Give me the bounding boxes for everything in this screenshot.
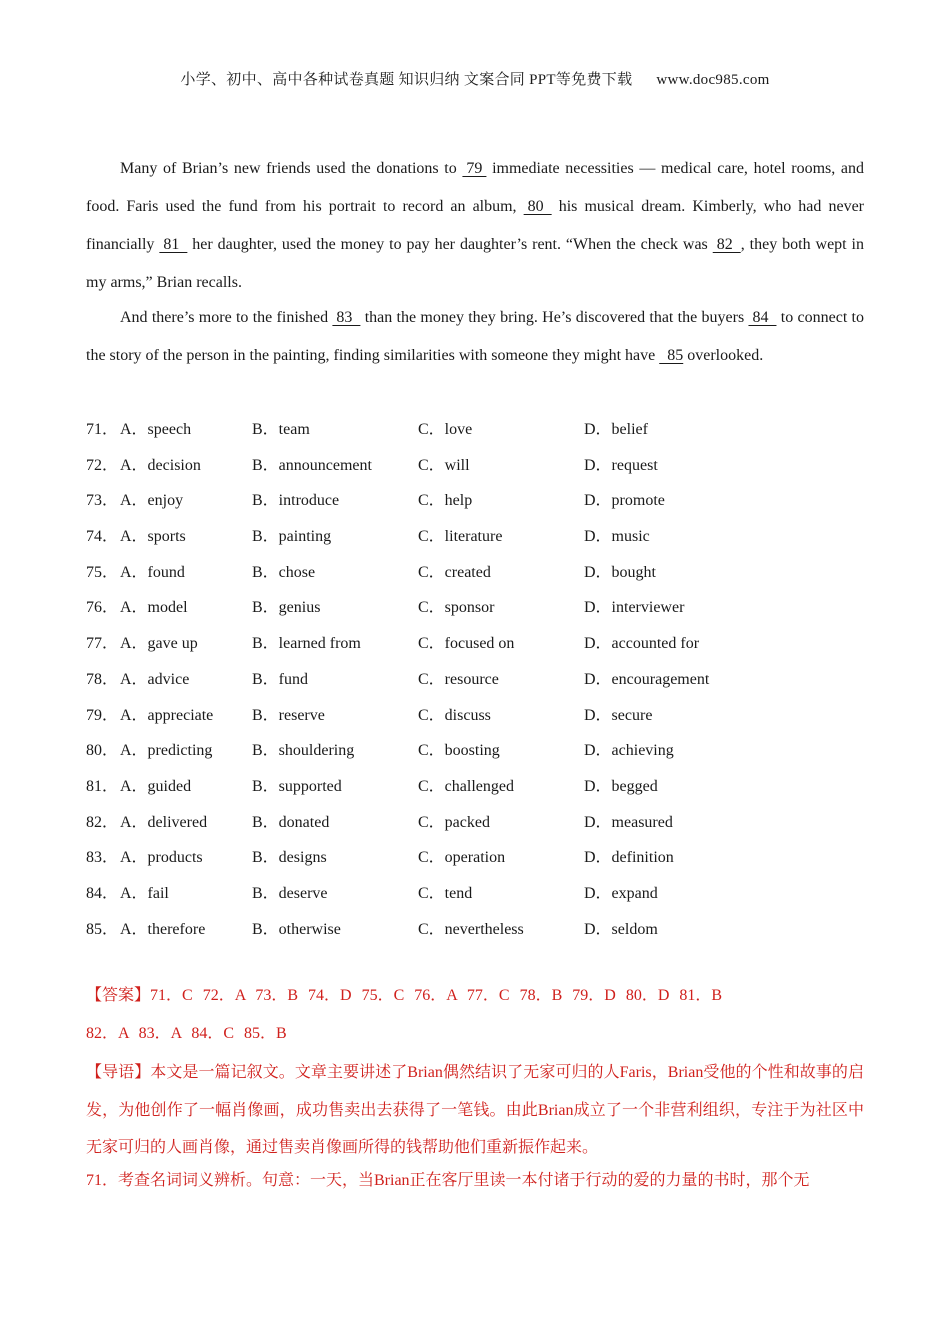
- option-d: D．bought: [584, 563, 657, 581]
- question-number: 79．: [86, 706, 119, 724]
- question-row: [86, 765, 866, 801]
- question-number: 75．: [86, 563, 119, 581]
- option-a: A．gave up: [120, 635, 198, 653]
- option-b: B．introduce: [252, 492, 340, 510]
- blank-83: 83: [332, 309, 361, 326]
- option-b: B．fund: [252, 670, 309, 688]
- question-number: 77．: [86, 635, 119, 653]
- option-c: C．boosting: [418, 742, 500, 760]
- blank-85: 85: [659, 347, 684, 364]
- answer-key: [86, 977, 866, 1053]
- question-row: [86, 444, 866, 480]
- question-row: [86, 836, 866, 872]
- passage-text: , they both wept in my arms,” Brian recalls.: [86, 236, 864, 291]
- question-number: 81．: [86, 777, 119, 795]
- option-d: D．interviewer: [584, 599, 685, 617]
- passage-text: overlooked.: [683, 347, 764, 364]
- question-row: [86, 408, 866, 444]
- option-b: B．chose: [252, 563, 316, 581]
- answer-values: 71．C 72．A 73．B 74．D 75．C 76．A 77．C 78．B 79．D 80．D 81．B: [150, 987, 723, 1004]
- answer-line-2: 82．A 83．A 84．C 85．B: [86, 1025, 287, 1042]
- passage-paragraph-1: [86, 150, 864, 302]
- blank-80: 80: [523, 198, 552, 215]
- passage-text: his musical dream. Kimberly, who had never financially: [86, 198, 865, 253]
- passage: [86, 150, 864, 375]
- page-header: [0, 68, 950, 89]
- question-row: [86, 729, 866, 765]
- option-c: C．discuss: [418, 706, 491, 724]
- question-number: 84．: [86, 884, 119, 902]
- option-a: A．fail: [120, 884, 169, 902]
- option-c: C．love: [418, 421, 473, 438]
- option-b: B．shouldering: [252, 742, 355, 760]
- question-number: 73．: [86, 492, 119, 510]
- question-number: 78．: [86, 670, 119, 688]
- passage-text: to connect to the story of the person in the painting, finding similarities with someone they might have: [86, 309, 864, 364]
- option-c: C．nevertheless: [418, 920, 524, 938]
- option-a: A．found: [120, 563, 185, 581]
- option-a: A．decision: [120, 456, 201, 474]
- option-c: C．resource: [418, 670, 499, 688]
- option-a: A．guided: [120, 777, 192, 795]
- option-c: C．will: [418, 456, 470, 474]
- question-row: [86, 586, 866, 622]
- option-b: B．team: [252, 421, 310, 438]
- question-number: 76．: [86, 599, 119, 617]
- passage-text: And there’s more to the finished: [120, 309, 333, 326]
- question-row: [86, 479, 866, 515]
- option-c: C．packed: [418, 813, 490, 831]
- option-a: A．advice: [120, 670, 190, 688]
- blank-79: 79: [462, 160, 487, 177]
- question-number: 80．: [86, 742, 119, 760]
- question-number: 85．: [86, 920, 119, 938]
- option-a: A．enjoy: [120, 492, 184, 510]
- question-row: [86, 515, 866, 551]
- question-row: [86, 622, 866, 658]
- question-row: [86, 801, 866, 837]
- option-c: C．focused on: [418, 635, 515, 653]
- option-d: D．measured: [584, 813, 673, 831]
- blank-81: 81: [159, 236, 188, 253]
- option-a: A．products: [120, 849, 203, 867]
- header-text: 小学、初中、高中各种试卷真题 知识归纳 文案合同 PPT等免费下载: [180, 72, 633, 88]
- option-c: C．sponsor: [418, 599, 495, 617]
- question-row: [86, 872, 866, 908]
- option-c: C．tend: [418, 884, 473, 902]
- option-d: D．seldom: [584, 920, 658, 938]
- passage-text: her daughter, used the money to pay her daughter’s rent. “When the check was: [187, 236, 713, 253]
- option-d: D．secure: [584, 706, 653, 724]
- blank-82: 82: [712, 236, 741, 253]
- answer-label: 【答案】: [86, 987, 151, 1004]
- option-a: A．appreciate: [120, 706, 214, 724]
- option-b: B．otherwise: [252, 920, 341, 938]
- option-d: D．achieving: [584, 742, 674, 760]
- question-row: [86, 551, 866, 587]
- option-d: D．request: [584, 456, 658, 474]
- option-b: B．supported: [252, 777, 342, 795]
- guide-label: 【导语】: [86, 1064, 151, 1081]
- option-a: A．sports: [120, 528, 186, 546]
- option-c: C．operation: [418, 849, 506, 867]
- option-a: A．predicting: [120, 742, 213, 760]
- option-d: D．accounted for: [584, 635, 700, 653]
- option-d: D．begged: [584, 777, 658, 795]
- question-list: [86, 408, 866, 943]
- option-c: C．challenged: [418, 777, 514, 795]
- guide-text: 本文是一篇记叙文。文章主要讲述了Brian偶然结识了无家可归的人Faris，Brian受他的个性和故事的启发，为他创作了一幅肖像画，成功售卖出去获得了一笔钱。由此Brian成立了一个非营利组织，专注于为社区中无家可归的人画肖像，通过售卖肖像画所得的钱帮助他们重新振作起来。: [86, 1064, 864, 1156]
- option-b: B．genius: [252, 599, 321, 617]
- option-b: B．learned from: [252, 635, 361, 653]
- guide-section: [86, 1054, 864, 1167]
- option-a: A．speech: [120, 421, 192, 438]
- header-site: www.doc985.com: [656, 72, 770, 88]
- option-a: A．delivered: [120, 813, 208, 831]
- option-c: C．help: [418, 492, 473, 510]
- option-d: D．definition: [584, 849, 674, 867]
- blank-84: 84: [748, 309, 777, 326]
- option-d: D．expand: [584, 884, 658, 902]
- option-d: D．music: [584, 528, 650, 546]
- option-c: C．created: [418, 563, 491, 581]
- question-number: 82．: [86, 813, 119, 831]
- option-b: B．designs: [252, 849, 327, 867]
- option-b: B．donated: [252, 813, 330, 831]
- answer-line-1: [86, 977, 866, 1015]
- option-d: D．promote: [584, 492, 665, 510]
- passage-text: than the money they bring. He’s discovered that the buyers: [360, 309, 749, 326]
- option-d: D．encouragement: [584, 670, 710, 688]
- passage-paragraph-2: [86, 299, 864, 375]
- option-a: A．model: [120, 599, 188, 617]
- passage-text: immediate necessities — medical care, hotel rooms, and food. Faris used the fund from his portrait to record an album,: [86, 160, 864, 215]
- option-d: D．belief: [584, 421, 648, 438]
- question-71-explanation: 71．考查名词词义辨析。句意：一天，当Brian正在客厅里读一本付诸于行动的爱的力量的书时，那个无: [86, 1172, 810, 1189]
- question-number: 72．: [86, 456, 119, 474]
- passage-text: Many of Brian’s new friends used the donations to: [120, 160, 463, 177]
- option-b: B．deserve: [252, 884, 328, 902]
- question-row: [86, 658, 866, 694]
- option-c: C．literature: [418, 528, 503, 546]
- question-number: 74．: [86, 528, 119, 546]
- option-b: B．announcement: [252, 456, 372, 474]
- question-row: [86, 908, 866, 944]
- option-b: B．painting: [252, 528, 332, 546]
- question-number: 83．: [86, 849, 119, 867]
- question-row: [86, 694, 866, 730]
- option-a: A．therefore: [120, 920, 206, 938]
- question-number: 71．: [86, 421, 119, 438]
- option-b: B．reserve: [252, 706, 325, 724]
